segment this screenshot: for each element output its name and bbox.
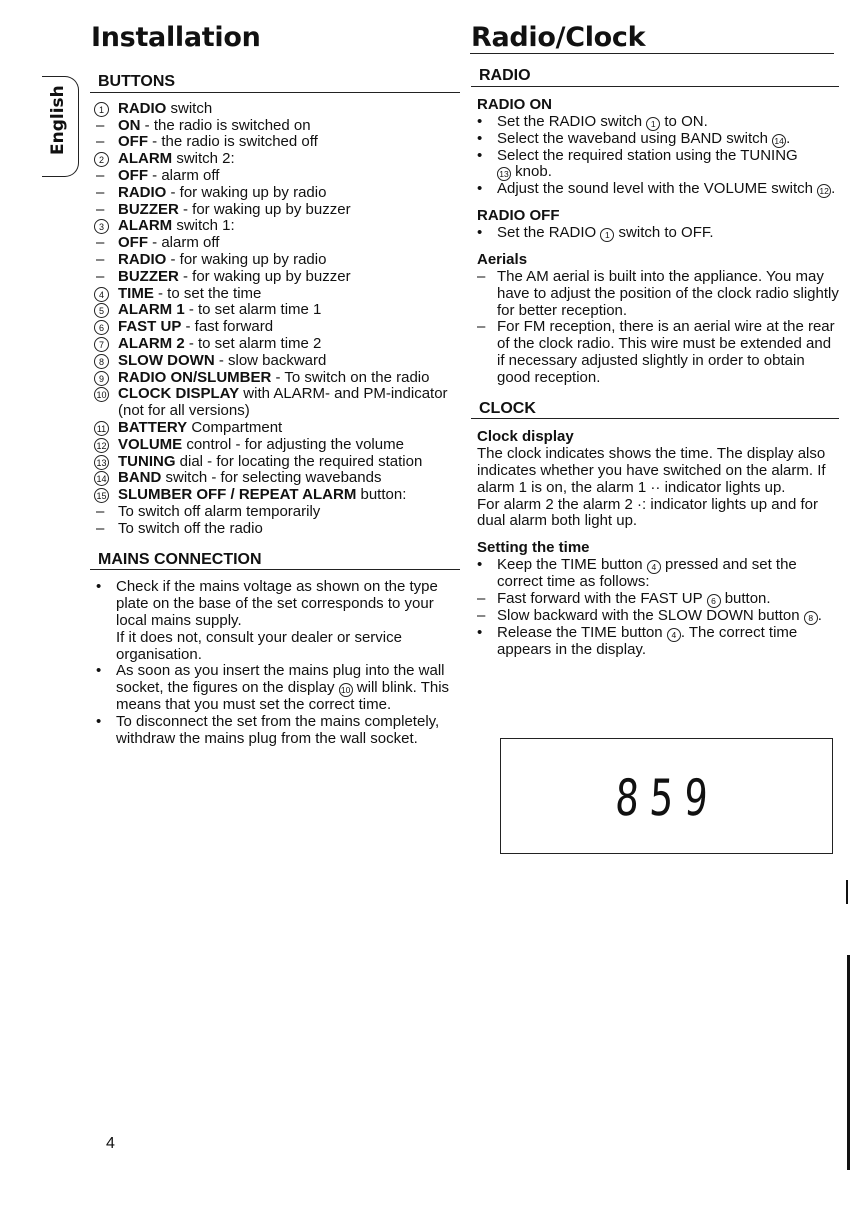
ref-number-icon: 3: [94, 219, 109, 234]
mains-text: If it does not, consult your dealer or service organisation.: [116, 628, 402, 663]
button-list-item: [90, 454, 460, 471]
ref-number-icon: 13: [497, 167, 511, 181]
bullet-dot: •: [477, 129, 483, 147]
ref-number-icon: 4: [647, 560, 661, 574]
clock-display-digits: 859: [613, 769, 721, 827]
left-column: [90, 74, 460, 747]
button-name: OFF: [118, 166, 148, 184]
radio-text: to ON.: [660, 112, 708, 130]
bullet-dot: •: [477, 180, 483, 198]
mains-heading: MAINS CONNECTION: [90, 552, 460, 571]
button-list-item: [90, 319, 460, 336]
radio-text: Select the required station using the TUNING: [497, 146, 798, 164]
dash-mark: –: [96, 250, 105, 268]
radio-text: Adjust the sound level with the VOLUME switch: [497, 180, 818, 198]
button-description: - for waking up by buzzer: [178, 200, 351, 218]
button-description: - to set alarm time 2: [184, 334, 322, 352]
button-name: ALARM 2: [118, 334, 185, 352]
ref-number-icon: 2: [94, 152, 109, 167]
button-name: BAND: [118, 469, 162, 487]
ref-number-icon: 8: [804, 611, 818, 625]
radio-text: Set the RADIO switch: [497, 112, 647, 130]
button-description: - to set the time: [153, 284, 262, 302]
ref-number-icon: 1: [646, 117, 660, 131]
scan-edge-mark: [847, 955, 850, 1170]
radio-text: .: [831, 180, 836, 198]
button-description: switch - for selecting wavebands: [161, 469, 382, 487]
setting-time-heading: Setting the time: [477, 539, 590, 557]
ref-number-icon: 15: [94, 488, 109, 503]
button-name: FAST UP: [118, 318, 182, 336]
button-name: TIME: [118, 284, 154, 302]
button-name: RADIO ON/SLUMBER: [118, 368, 272, 386]
radio-text: .: [786, 129, 791, 147]
button-list-item: [90, 386, 460, 420]
ref-number-icon: 7: [94, 337, 109, 352]
button-name: OFF: [118, 234, 148, 252]
setting-text: .: [817, 606, 822, 624]
aerials-text: The AM aerial is built into the appliance. You may have to adjust the position of the clock radio slightly for better reception.: [497, 267, 839, 319]
radio-text: switch to OFF.: [614, 224, 714, 242]
button-description: switch: [166, 99, 213, 117]
button-list-item: [90, 202, 460, 219]
button-description: control - for adjusting the volume: [182, 435, 404, 453]
button-description: - for waking up by radio: [166, 183, 327, 201]
mains-bullet: [90, 579, 460, 663]
button-list-item: [90, 336, 460, 353]
dash-mark: –: [96, 519, 105, 537]
bullet-dot: •: [96, 662, 102, 680]
bullet-dot: •: [477, 224, 483, 242]
dash-mark: –: [96, 116, 105, 134]
setting-text: . The correct time appears in the display.: [497, 623, 798, 658]
button-name: SLUMBER OFF / REPEAT ALARM: [118, 486, 357, 504]
bullet-dot: •: [477, 146, 483, 164]
button-description: dial - for locating the required station: [175, 452, 423, 470]
ref-number-icon: 8: [94, 354, 109, 369]
ref-number-icon: 13: [94, 455, 109, 470]
button-list-item: [90, 185, 460, 202]
dash-mark: –: [96, 267, 105, 285]
button-name: ALARM: [118, 217, 173, 235]
button-list-item: [90, 218, 460, 235]
setting-text: pressed and set the correct time as follows:: [497, 555, 797, 590]
bullet-dot: •: [477, 623, 483, 641]
button-list-item: [90, 235, 460, 252]
button-description: - slow backward: [214, 351, 327, 369]
mains-text: will blink. This means that you must set the correct time.: [116, 679, 450, 714]
title-rule: [470, 53, 834, 54]
setting-text: Keep the TIME button: [497, 555, 647, 573]
button-description: - the radio is switched off: [148, 133, 318, 151]
button-description: - to set alarm time 1: [184, 301, 322, 319]
right-column: [471, 68, 839, 659]
radio-on-heading: RADIO ON: [477, 95, 552, 113]
button-list-item: [90, 487, 460, 504]
clock-paragraph: The clock indicates shows the time. The display also indicates whether you have switched on the alarm. If alarm 1 is on, the alarm 1 ·· indicator lights up.: [477, 445, 826, 496]
ref-number-icon: 10: [94, 387, 109, 402]
dash-mark: –: [96, 133, 105, 151]
button-list-item: [90, 286, 460, 303]
dash-mark: –: [96, 200, 105, 218]
button-list-item: [90, 168, 460, 185]
button-name: SLOW DOWN: [118, 351, 215, 369]
button-list-item: [90, 437, 460, 454]
button-name: BUZZER: [118, 200, 179, 218]
button-list-item: [90, 134, 460, 151]
button-description: - for waking up by buzzer: [178, 267, 351, 285]
ref-number-icon: 12: [817, 184, 831, 198]
button-list-item: [90, 252, 460, 269]
ref-number-icon: 1: [600, 228, 614, 242]
ref-number-icon: 5: [94, 303, 109, 318]
page-title-installation: Installation: [91, 22, 261, 53]
dash-mark: –: [477, 267, 486, 285]
setting-text: button.: [720, 589, 771, 607]
ref-number-icon: 1: [94, 102, 109, 117]
radio-on-bullet: [471, 148, 839, 182]
clock-display-heading: Clock display: [477, 428, 574, 446]
setting-item: [471, 608, 839, 625]
button-name: ALARM 1: [118, 301, 185, 319]
mains-text: As soon as you insert the mains plug into the wall socket, the figures on the display: [116, 662, 445, 697]
setting-item: [471, 625, 839, 659]
dash-mark: –: [477, 606, 486, 624]
button-list-item: [90, 118, 460, 135]
dash-mark: –: [96, 166, 105, 184]
radio-heading: RADIO: [471, 68, 839, 87]
ref-number-icon: 6: [707, 594, 721, 608]
button-description: - for waking up by radio: [166, 250, 327, 268]
button-list-item: [90, 521, 460, 538]
radio-text: Select the waveband using BAND switch: [497, 129, 773, 147]
bullet-dot: •: [96, 712, 102, 730]
ref-number-icon: 9: [94, 371, 109, 386]
page-title-radio-clock: Radio/Clock: [471, 22, 646, 53]
dash-mark: –: [96, 502, 105, 520]
button-description: To switch off alarm temporarily: [118, 502, 321, 520]
mains-bullet: [90, 663, 460, 714]
button-list-item: [90, 302, 460, 319]
buttons-heading: BUTTONS: [90, 74, 460, 93]
setting-item: [471, 557, 839, 591]
ref-number-icon: 14: [772, 134, 786, 148]
button-list-item: [90, 101, 460, 118]
ref-number-icon: 10: [339, 683, 353, 697]
mains-text: To disconnect the set from the mains completely, withdraw the mains plug from the wall socket.: [116, 712, 440, 747]
button-description: - To switch on the radio: [271, 368, 430, 386]
button-name: TUNING: [118, 452, 176, 470]
setting-text: Release the TIME button: [497, 623, 667, 641]
mains-bullet: [90, 714, 460, 748]
button-name: ALARM: [118, 150, 173, 168]
button-name: RADIO: [118, 183, 167, 201]
radio-off-heading: RADIO OFF: [477, 207, 560, 225]
button-description: - the radio is switched on: [140, 116, 311, 134]
dash-mark: –: [96, 234, 105, 252]
button-list-item: [90, 470, 460, 487]
ref-number-icon: 6: [94, 320, 109, 335]
button-description: button:: [356, 486, 407, 504]
setting-text: Slow backward with the SLOW DOWN button: [497, 606, 804, 624]
page-number: 4: [106, 1135, 115, 1152]
button-description: Compartment: [187, 418, 283, 436]
button-list-item: [90, 269, 460, 286]
button-name: ON: [118, 116, 141, 134]
radio-on-bullet: [471, 181, 839, 198]
ref-number-icon: 12: [94, 438, 109, 453]
button-description: - alarm off: [148, 166, 220, 184]
mains-text: Check if the mains voltage as shown on the type plate on the base of the set corresponds to your local mains supply.: [116, 578, 438, 629]
button-description: - fast forward: [181, 318, 274, 336]
bullet-dot: •: [477, 555, 483, 573]
ref-number-icon: 4: [94, 287, 109, 302]
button-name: BATTERY: [118, 418, 188, 436]
button-name: RADIO: [118, 250, 167, 268]
clock-display-illustration: [500, 738, 833, 854]
aerials-heading: Aerials: [477, 251, 528, 269]
button-list-item: [90, 370, 460, 387]
button-description: with ALARM- and PM-indicator (not for all versions): [118, 385, 448, 420]
button-name: RADIO: [118, 99, 167, 117]
button-description: switch 2:: [172, 150, 235, 168]
button-name: CLOCK DISPLAY: [118, 385, 240, 403]
button-name: VOLUME: [118, 435, 183, 453]
setting-item: [471, 591, 839, 608]
aerials-item: [471, 269, 839, 319]
aerials-item: [471, 319, 839, 386]
clock-heading: CLOCK: [471, 401, 839, 420]
language-tab-label: English: [48, 85, 68, 155]
bullet-dot: •: [477, 112, 483, 130]
clock-paragraph: For alarm 2 the alarm 2 ·: indicator lights up and for dual alarm both light up.: [477, 495, 818, 530]
buttons-list: [90, 101, 460, 538]
dash-mark: –: [477, 318, 486, 336]
dash-mark: –: [477, 589, 486, 607]
button-description: To switch off the radio: [118, 519, 263, 537]
button-list-item: [90, 151, 460, 168]
button-list-item: [90, 504, 460, 521]
ref-number-icon: 4: [667, 628, 681, 642]
button-description: - alarm off: [148, 234, 220, 252]
radio-on-bullet: [471, 114, 839, 131]
radio-off-bullet: [471, 225, 839, 242]
button-list-item: [90, 353, 460, 370]
scan-edge-mark: [846, 880, 848, 904]
radio-on-bullet: [471, 131, 839, 148]
button-description: switch 1:: [172, 217, 235, 235]
button-name: BUZZER: [118, 267, 179, 285]
dash-mark: –: [96, 183, 105, 201]
bullet-dot: •: [96, 578, 102, 596]
ref-number-icon: 14: [94, 471, 109, 486]
ref-number-icon: 11: [94, 421, 109, 436]
button-list-item: [90, 420, 460, 437]
setting-text: Fast forward with the FAST UP: [497, 589, 707, 607]
radio-text: knob.: [511, 163, 552, 181]
button-name: OFF: [118, 133, 148, 151]
radio-text: Set the RADIO: [497, 224, 601, 242]
aerials-text: For FM reception, there is an aerial wire at the rear of the clock radio. This wire must be extended and if necessary adjusted slightly in order to obtain good reception.: [497, 318, 835, 386]
